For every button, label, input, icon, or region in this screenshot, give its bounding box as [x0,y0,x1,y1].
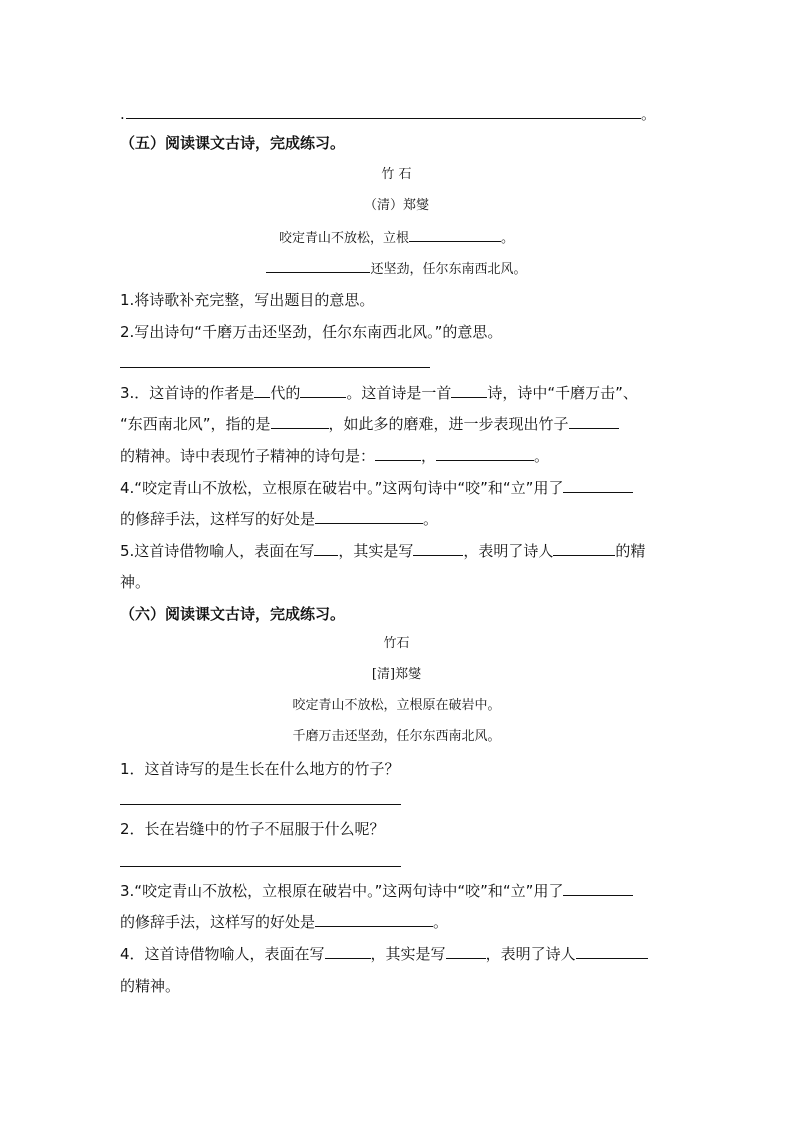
sec5-poem-blank2[interactable] [266,257,370,273]
sec5-q3-blank-type[interactable] [451,382,487,398]
sec6-q1: 1．这首诗写的是生长在什么地方的竹子？ [120,760,400,778]
sec5-q3-blank-verse1[interactable] [375,445,421,461]
sec6-q3-text-b: 的修辞手法，这样写的好处是 [120,913,316,931]
sec5-q3-blank-refer[interactable] [271,413,329,429]
sec5-q4-text-b: 的修辞手法，这样写的好处是 [120,510,316,528]
sec5-q3-blank-verse2[interactable] [436,445,534,461]
sec5-q3-text-g: 的精神。诗中表现竹子精神的诗句是： [120,447,376,465]
sec6-q2: 2．长在岩缝中的竹子不屈服于什么呢？ [120,820,385,838]
sec5-q3-blank-dynasty[interactable] [254,382,270,398]
sec5-q3-text-f: ，如此多的磨难，进一步表现出竹子 [328,415,569,433]
sec6-q3-blank-benefit[interactable] [315,911,433,927]
sec6-q3-line1 [120,880,673,902]
sec6-q2-answer-blank[interactable] [120,866,401,867]
sec5-q4-line1 [120,477,673,499]
top-lead-dot: . [120,105,125,123]
sec6-poem-line1: 咬定青山不放松，立根原在破岩中。 [292,698,501,713]
sec5-q3-text-h: ， [421,447,437,465]
sec6-q4-line2: 的精神。 [120,977,181,995]
sec5-q5-text-b: ，其实是写 [338,542,414,560]
top-end-mark: 。 [641,105,657,123]
sec6-q3-text-c: 。 [433,913,449,931]
sec5-q5-line1 [120,540,673,562]
sec6-q4-blank-actual[interactable] [446,943,486,959]
top-answer-line [120,103,673,125]
sec5-q3-blank-spirit[interactable] [569,413,619,429]
sec6-q4-blank-surface[interactable] [325,943,371,959]
sec5-q5-text-c: ，表明了诗人 [463,542,554,560]
sec5-q4-text-a: 4.“咬定青山不放松，立根原在破岩中。”这两句诗中“咬”和“立”用了 [120,479,564,497]
sec5-poem-author: （清）郑燮 [363,198,429,213]
sec6-q3-line2 [120,911,673,933]
top-answer-blank[interactable] [126,118,641,119]
sec5-q4-line2 [120,508,673,530]
sec6-poem-title: 竹石 [383,636,410,651]
sec5-q3-text-a: 3.．这首诗的作者是 [120,384,255,402]
sec6-q4-text-b: ，其实是写 [370,945,446,963]
sec6-q4-text-c: ，表明了诗人 [485,945,576,963]
sec5-q4-blank-benefit[interactable] [315,508,423,524]
sec6-q1-answer-blank[interactable] [120,804,401,805]
sec5-q3-text-i: 。 [534,447,550,465]
sec6-poem-line2: 千磨万击还坚劲，任尔东西南北风。 [292,729,501,744]
sec6-heading: （六）阅读课文古诗，完成练习。 [120,605,346,623]
sec5-poem-line1-text: 咬定青山不放松，立根 [278,231,409,246]
sec5-q1: 1.将诗歌补充完整，写出题目的意思。 [120,291,375,309]
sec5-poem-title: 竹 石 [381,167,412,182]
sec6-q3-blank-rhetoric[interactable] [563,880,633,896]
sec5-q4-blank-rhetoric[interactable] [563,477,633,493]
sec6-poem-author: [清]郑燮 [371,667,422,682]
sec5-q3-text-d: 诗，诗中“千磨万击”、 [487,384,638,402]
sec5-q3-line1 [120,382,673,404]
sec5-q3-blank-author[interactable] [300,382,346,398]
sec5-q4-text-c: 。 [423,510,439,528]
sec5-q5-blank-poet[interactable] [553,540,615,556]
sec5-q3-line2 [120,413,673,435]
sec5-q5-blank-surface[interactable] [314,540,338,556]
sec5-q2-answer-blank[interactable] [120,367,430,368]
sec5-q3-text-c: 。这首诗是一首 [346,384,452,402]
sec5-q3-line3 [120,445,673,467]
sec6-q4-line1 [120,943,673,965]
sec5-q5-text-d: 的精 [615,542,646,560]
sec5-poem-blank1[interactable] [409,226,501,242]
sec5-q5-text-a: 5.这首诗借物喻人，表面在写 [120,542,315,560]
sec6-q4-text-a: 4．这首诗借物喻人，表面在写 [120,945,325,963]
sec5-poem-line1-end: 。 [501,231,515,246]
sec5-q5-line2: 神。 [120,573,151,591]
sec5-q3-text-b: 代的 [270,384,301,402]
sec5-poem-line2 [120,257,673,281]
sec5-q2: 2.写出诗句“千磨万击还坚劲，任尔东南西北风。”的意思。 [120,323,503,341]
sec5-poem-line1 [120,226,673,250]
sec5-q5-blank-actual[interactable] [413,540,463,556]
sec6-q4-blank-poet[interactable] [576,943,648,959]
sec6-q3-text-a: 3.“咬定青山不放松，立根原在破岩中。”这两句诗中“咬”和“立”用了 [120,882,564,900]
sec5-poem-line2-text: 还坚劲，任尔东南西北风。 [370,262,527,277]
sec5-heading: （五）阅读课文古诗，完成练习。 [120,134,346,152]
sec5-q3-text-e: “东西南北风”，指的是 [120,415,271,433]
